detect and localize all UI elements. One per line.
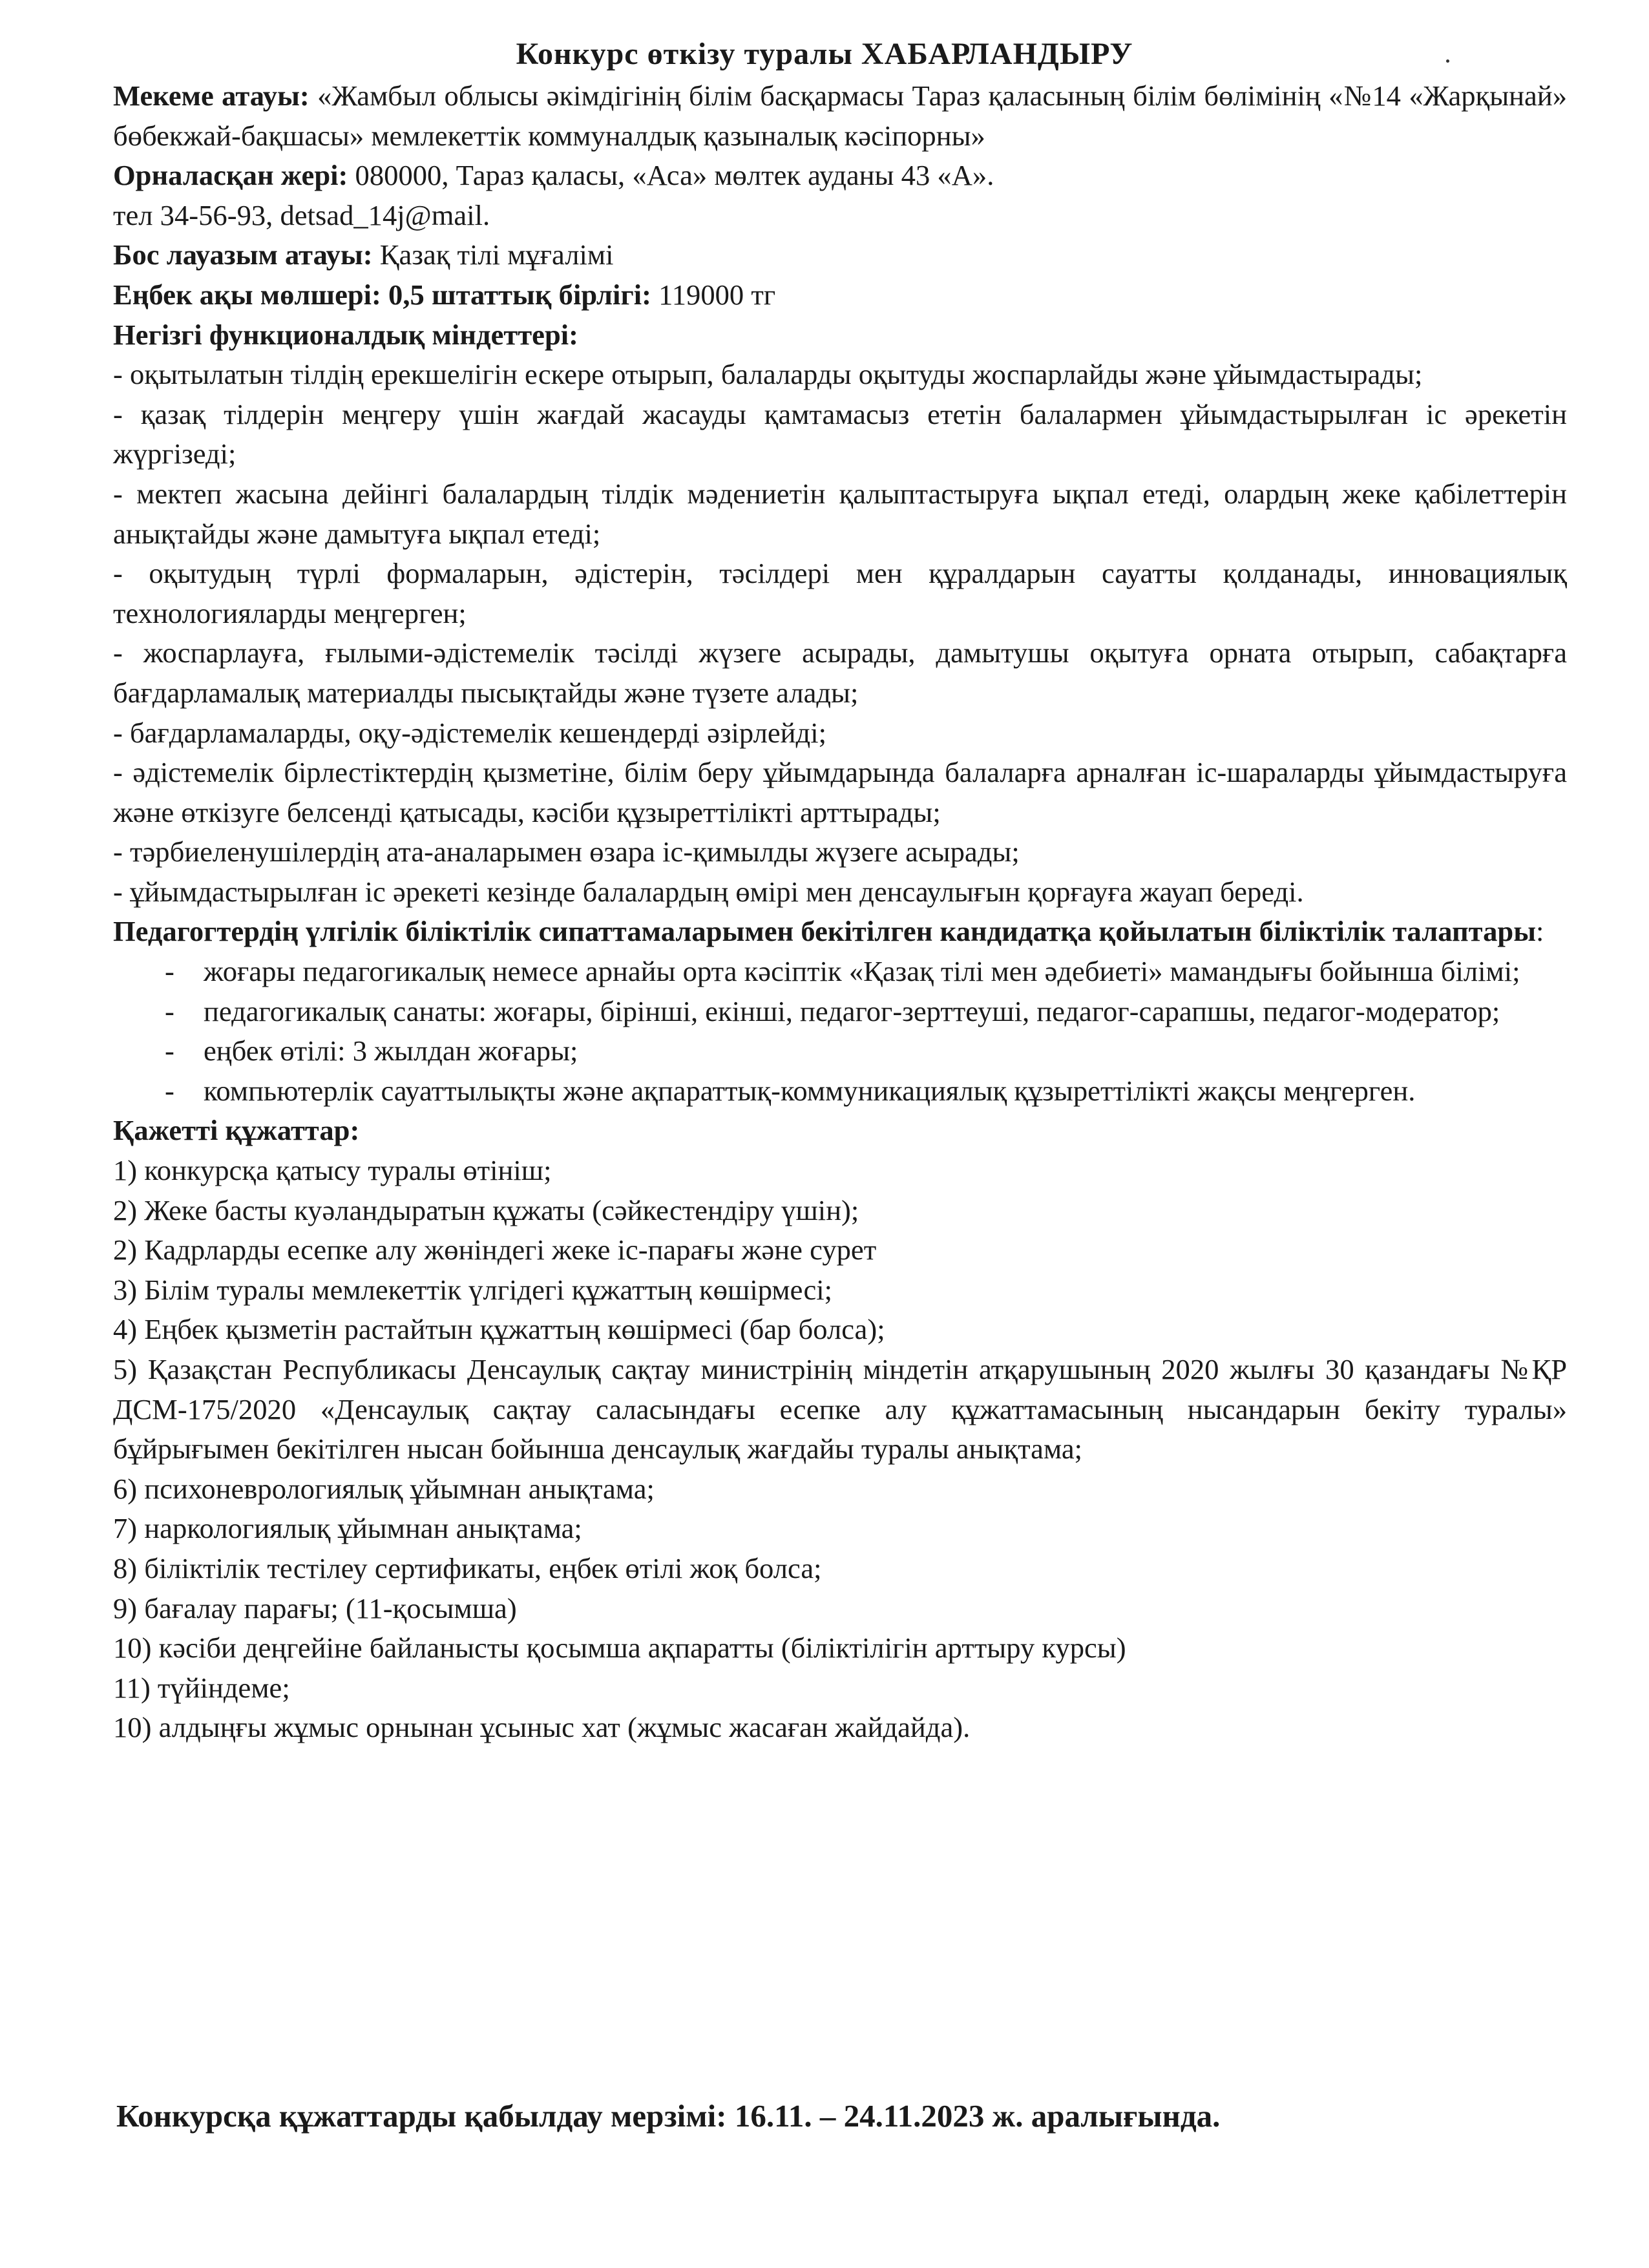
document-item: 5) Қазақстан Республикасы Денсаулық сақтау министрінің міндетін атқарушының 2020 жылғы 30 қазандағы №ҚР ДСМ-175/2020 «Денсаулық сақтау саласындағы есепке алу құжаттамасының нысандарын бекіту туралы» бұйрығымен бекітілген нысан бойынша денсаулық жағдайы туралы анықтама;	[113, 1353, 1567, 1465]
document-item: 10) кәсіби деңгейіне байланысты қосымша ақпаратты (біліктілігін арттыру курсы)	[113, 1632, 1126, 1664]
document-item: 2) Жеке басты куәландыратын құжаты (сәйкестендіру үшін);	[113, 1193, 859, 1226]
duty-item: - оқытудың түрлі формаларын, әдістерін, тәсілдері мен құралдарын сауатты қолданады, инновациялық технологияларды меңгерген;	[113, 557, 1567, 629]
page-title: Конкурс өткізу туралы ХАБАРЛАНДЫРУ	[516, 37, 1133, 71]
org-label: Мекеме атауы:	[113, 79, 310, 112]
salary-value: 119000 тг	[651, 278, 776, 311]
location-label: Орналасқан жері:	[113, 159, 348, 192]
org-paragraph	[113, 76, 1567, 156]
requirement-text: компьютерлік сауаттылықты және ақпараттық-коммуникациялық құзыреттілікті жақсы меңгерген.	[204, 1074, 1416, 1107]
duty-item: - жоспарлауға, ғылыми-әдістемелік тәсілді жүзеге асырады, дамытушы оқытуға орната отырып, сабақтарға бағдарламалық материалды пысықтайды және түзете алады;	[113, 636, 1567, 709]
requirement-item	[113, 992, 1567, 1032]
bullet-dash: -	[165, 1074, 174, 1107]
requirement-text: педагогикалық санаты: жоғары, бірінші, екінші, педагог-зерттеуші, педагог-сарапшы, педагог-модератор;	[204, 994, 1500, 1027]
salary-label: Еңбек ақы мөлшері: 0,5 штаттық бірлігі:	[113, 278, 651, 311]
document-item: 8) біліктілік тестілеу сертификаты, еңбек өтілі жоқ болса;	[113, 1551, 822, 1584]
vacancy-label: Бос лауазым атауы:	[113, 238, 373, 271]
document-item: 7) наркологиялық ұйымнан анықтама;	[113, 1512, 582, 1545]
document-item: 3) Білім туралы мемлекеттік үлгідегі құжаттың көшірмесі;	[113, 1273, 833, 1306]
submission-deadline: Конкурсқа құжаттарды қабылдау мерзімі: 16.11. – 24.11.2023 ж. аралығында.	[116, 2098, 1221, 2134]
duty-item: - оқытылатын тілдің ерекшелігін ескере отырып, балаларды оқытуды жоспарлайды және ұйымдастырады;	[113, 358, 1423, 391]
requirements-heading-line	[113, 912, 1567, 952]
vacancy-value: Қазақ тілі мұғалімі	[372, 238, 614, 271]
requirement-item	[113, 1031, 1567, 1071]
stray-dot-mark	[1446, 59, 1449, 63]
documents-heading: Қажетті құжаттар:	[113, 1114, 360, 1147]
location-paragraph	[113, 156, 1567, 196]
duty-item: - әдістемелік бірлестіктердің қызметіне, білім беру ұйымдарында балаларға арналған іс-шараларды ұйымдастыруға және өткізуге белсенді қатысады, кәсіби құзыреттілікті арттырады;	[113, 756, 1567, 828]
documents-list	[113, 1151, 1567, 1748]
bullet-dash: -	[165, 955, 174, 988]
document-item: 2) Кадрларды есепке алу жөніндегі жеке іс-парағы және сурет	[113, 1234, 877, 1266]
bullet-dash: -	[165, 994, 174, 1027]
duty-item: - бағдарламаларды, оқу-әдістемелік кешендерді әзірлейді;	[113, 716, 826, 749]
vacancy-paragraph	[113, 235, 1567, 275]
duty-item: - ұйымдастырылған іс әрекеті кезінде балалардың өмірі мен денсаулығын қорғауға жауап береді.	[113, 875, 1304, 908]
org-value: «Жамбыл облысы әкімдігінің білім басқармасы Тараз қаласының білім бөлімінің «№14 «Жарқынай» бөбекжай-бақшасы» мемлекеттік коммуналдық қазыналық кәсіпорны»	[113, 79, 1567, 152]
document-item: 6) психоневрологиялық ұйымнан анықтама;	[113, 1472, 655, 1505]
document-item: 4) Еңбек қызметін растайтын құжаттың көшірмесі (бар болса);	[113, 1313, 885, 1346]
location-value: 080000, Тараз қаласы, «Аса» мөлтек ауданы 43 «А».	[348, 159, 994, 192]
duty-item: - қазақ тілдерін меңгеру үшін жағдай жасауды қамтамасыз ететін балалармен ұйымдастырылған іс әрекетін жүргізеді;	[113, 397, 1567, 470]
requirements-list	[113, 952, 1567, 1111]
document-item: 10) алдыңғы жұмыс орнынан ұсыныс хат (жұмыс жасаған жайдайда).	[113, 1711, 971, 1744]
duty-item: - тәрбиеленушілердің ата-аналарымен өзара іс-қимылды жүзеге асырады;	[113, 835, 1020, 868]
requirement-item	[113, 1071, 1567, 1111]
bullet-dash: -	[165, 1034, 174, 1067]
document-item: 1) конкурсқа қатысу туралы өтініш;	[113, 1154, 552, 1187]
duties-heading: Негізгі функционалдық міндеттері:	[113, 318, 579, 351]
requirement-text: еңбек өтілі: 3 жылдан жоғары;	[204, 1034, 578, 1067]
requirement-item	[113, 952, 1567, 992]
requirement-text: жоғары педагогикалық немесе арнайы орта кәсіптік «Қазақ тілі мен әдебиеті» мамандығы бойынша білімі;	[204, 955, 1520, 988]
contact-line: тел 34-56-93, detsad_14j@mail.	[113, 198, 490, 231]
requirements-colon: :	[1536, 915, 1544, 948]
requirements-heading: Педагогтердің үлгілік біліктілік сипаттамаларымен бекітілген кандидатқа қойылатын біліктілік талаптары	[113, 915, 1537, 948]
salary-paragraph	[113, 275, 1567, 315]
document-item: 9) бағалау парағы; (11-қосымша)	[113, 1591, 517, 1624]
duty-item: - мектеп жасына дейінгі балалардың тілдік мәдениетін қалыптастыруға ықпал етеді, олардың жеке қабілеттерін анықтайды және дамытуға ықпал етеді;	[113, 477, 1567, 550]
announcement-body	[113, 76, 1567, 1748]
document-item: 11) түйіндеме;	[113, 1671, 290, 1704]
duties-list	[113, 355, 1567, 912]
